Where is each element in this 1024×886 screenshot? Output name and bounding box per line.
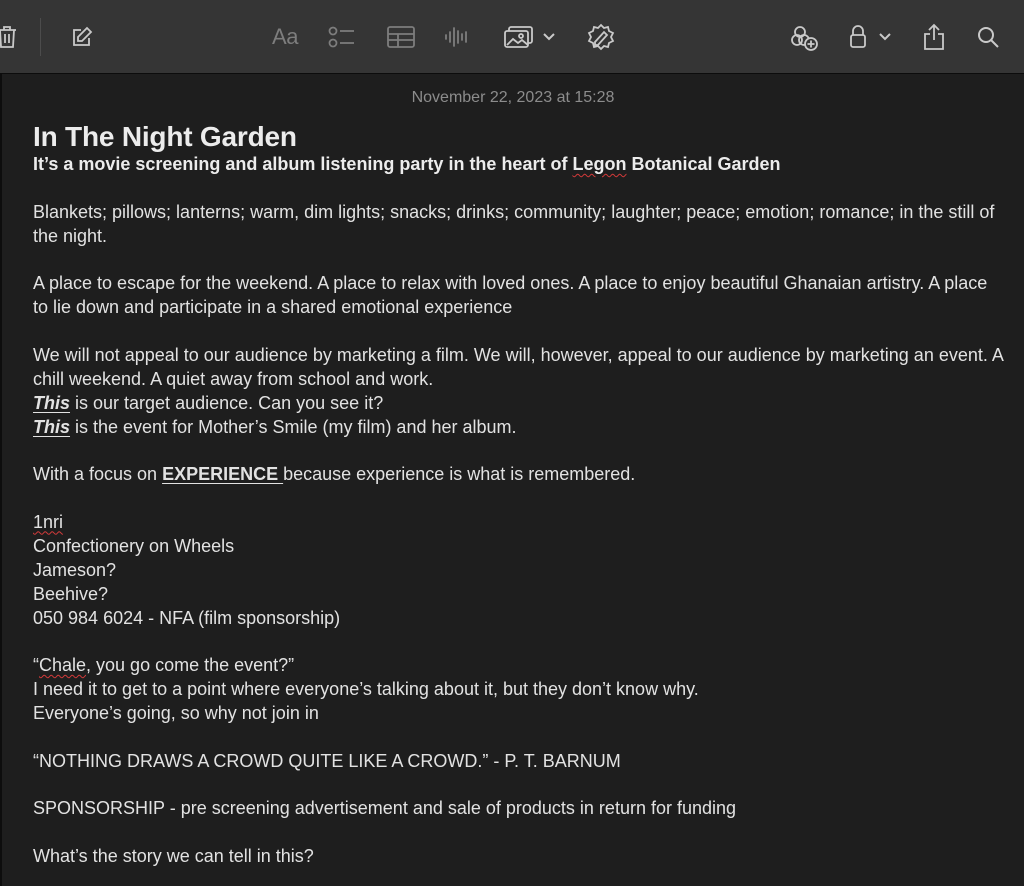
note-title: In The Night Garden: [33, 121, 297, 152]
list-item: Beehive?: [33, 583, 109, 604]
paragraph: I need it to get to a point where everyone’s talking about it, but they don’t know why.: [33, 679, 699, 699]
paragraph: [33, 415, 1003, 439]
compose-icon[interactable]: [68, 20, 96, 54]
paragraph: [33, 391, 1003, 415]
paragraph: We will not appeal to our audience by marketing a film. We will, however, appeal to our audience by marketing an event. A chill weekend. A quiet away from school and work.: [33, 344, 1003, 389]
paragraph: [33, 462, 1003, 486]
misspelled-word[interactable]: 1nri: [33, 511, 64, 532]
emphasis-text: EXPERIENCE: [162, 464, 284, 484]
paragraph: SPONSORSHIP - pre screening advertisement and sale of products in return for funding: [33, 798, 737, 818]
paragraph: What’s the story we can tell in this?: [33, 845, 314, 866]
list-item: Jameson?: [33, 559, 117, 580]
audio-icon[interactable]: [443, 20, 471, 54]
paragraph: Everyone’s going, so why not join in: [33, 703, 319, 723]
list-item: Confectionery on Wheels: [33, 535, 235, 556]
misspelled-word[interactable]: Chale: [39, 655, 87, 675]
chevron-down-icon[interactable]: [540, 20, 558, 54]
paragraph-text: because experience is what is remembered.: [283, 464, 636, 484]
trash-icon[interactable]: [0, 20, 20, 54]
collaborate-icon[interactable]: [788, 20, 820, 54]
paragraph-text: , you go come the event?”: [86, 655, 295, 675]
format-text-icon[interactable]: [266, 20, 304, 54]
toolbar: [0, 0, 1024, 74]
subtitle-text: Botanical Garden: [626, 154, 781, 174]
checklist-icon[interactable]: [327, 20, 357, 54]
list-item: [33, 510, 1003, 534]
table-icon[interactable]: [385, 20, 417, 54]
paragraph-text: With a focus on: [33, 464, 163, 484]
note-date: November 22, 2023 at 15:28: [411, 89, 615, 106]
list-item: 050 984 6024 - NFA (film sponsorship): [33, 607, 341, 628]
search-icon[interactable]: [974, 20, 1002, 54]
paragraph: [33, 653, 1003, 677]
emphasis-text: This: [33, 416, 71, 437]
toolbar-divider: [40, 18, 41, 56]
paragraph: “NOTHING DRAWS A CROWD QUITE LIKE A CROWD.” - P. T. BARNUM: [33, 750, 621, 771]
note-body[interactable]: [33, 84, 1003, 868]
misspelled-word[interactable]: Legon: [572, 154, 627, 174]
format-text-label: Aa: [272, 24, 298, 49]
media-icon[interactable]: [502, 20, 536, 54]
window-edge: [0, 74, 2, 886]
share-icon[interactable]: [920, 20, 948, 54]
chevron-down-icon[interactable]: [876, 20, 894, 54]
note-subtitle: [33, 152, 1003, 176]
markup-icon[interactable]: [584, 20, 618, 54]
paragraph-text: is our target audience. Can you see it?: [70, 392, 384, 413]
paragraph-text: is the event for Mother’s Smile (my film) and her album.: [70, 416, 517, 437]
paragraph: Blankets; pillows; lanterns; warm, dim lights; snacks; drinks; community; laughter; peace; emotion; romance; in the still of the night.: [33, 201, 995, 246]
subtitle-text: It’s a movie screening and album listening party in the heart of: [33, 154, 573, 174]
paragraph-text: “: [33, 655, 39, 675]
lock-icon[interactable]: [846, 20, 870, 54]
emphasis-text: This: [33, 392, 71, 413]
paragraph: A place to escape for the weekend. A place to relax with loved ones. A place to enjoy beautiful Ghanaian artistry. A place to lie down and participate in a shared emotional experience: [33, 273, 988, 317]
